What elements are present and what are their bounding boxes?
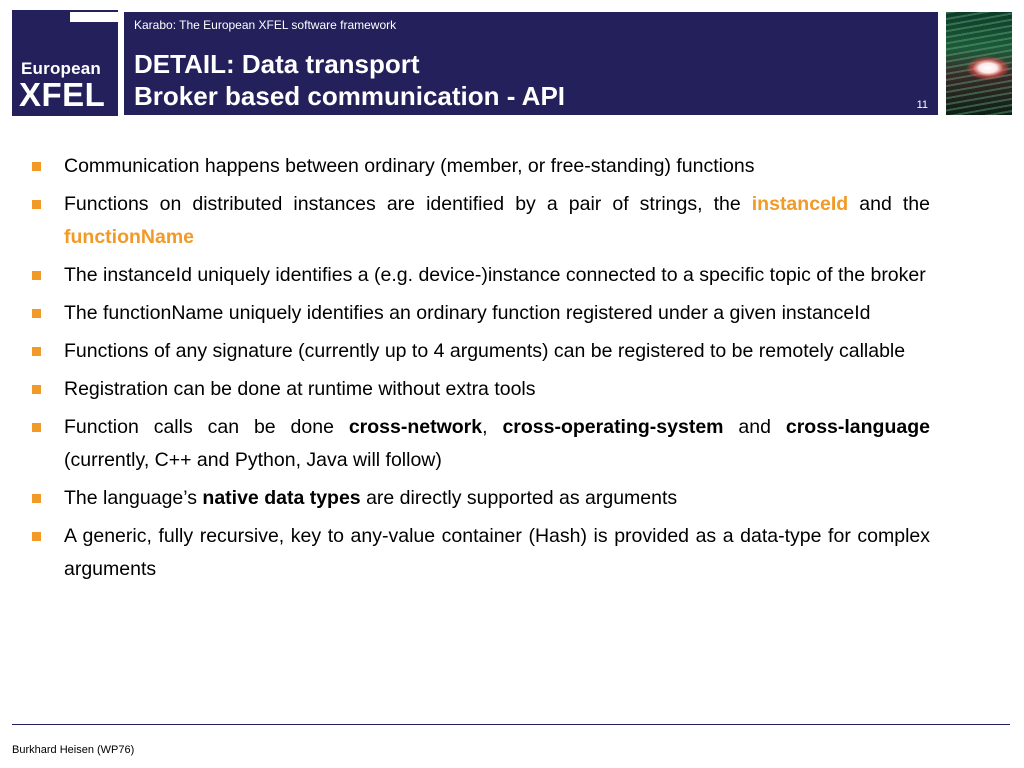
bullet-square-icon [32, 494, 41, 503]
footer-author: Burkhard Heisen (WP76) [12, 744, 135, 756]
bullet-item [30, 373, 930, 406]
bullet-square-icon [32, 347, 41, 356]
logo-word-xfel: XFEL [19, 76, 106, 113]
bullet-item [30, 482, 930, 515]
bullet-item [30, 520, 930, 586]
logo-word-european: European [21, 59, 102, 78]
bullet-text: are directly supported as arguments [360, 487, 678, 509]
bullet-text: Registration can be done at runtime without extra tools [64, 378, 536, 400]
bullet-text: and [723, 416, 786, 438]
slide-title-line1: DETAIL: Data transport [134, 49, 420, 79]
bullet-text: Function calls can be done [64, 416, 349, 438]
bold-cross-language: cross-language [785, 416, 930, 438]
bullet-item [30, 411, 930, 477]
bullet-square-icon [32, 309, 41, 318]
bullet-square-icon [32, 423, 41, 432]
bullet-square-icon [32, 162, 41, 171]
bold-cross-network: cross-network [348, 416, 483, 438]
bullet-text: The instanceId uniquely identifies a (e.g. device-)instance connected to a specific topic of the broker [64, 264, 926, 286]
bullet-item [30, 150, 930, 183]
bullet-item [30, 188, 930, 254]
bullet-square-icon [32, 385, 41, 394]
bullet-square-icon [32, 200, 41, 209]
bullet-text: , [482, 416, 503, 438]
bullet-text: A generic, fully recursive, key to any-value container (Hash) is provided as a data-type for complex arguments [64, 525, 930, 580]
bullet-text: Functions of any signature (currently up to 4 arguments) can be registered to be remotely callable [64, 340, 906, 362]
bullet-text: The language’s [64, 487, 203, 509]
bullet-square-icon [32, 532, 41, 541]
highlight-functionname: functionName [64, 226, 195, 248]
bullet-text: The functionName uniquely identifies an ordinary function registered under a given instanceId [64, 302, 871, 324]
slide-title-line2: Broker based communication - API [134, 81, 566, 111]
title-banner [124, 12, 938, 115]
logo-square-left [70, 12, 94, 22]
footer-divider [12, 724, 1010, 725]
slide-number: 11 [916, 99, 928, 111]
bullet-item [30, 335, 930, 368]
slide-title [134, 48, 565, 112]
bullet-list [30, 150, 930, 591]
bullet-item [30, 297, 930, 330]
bullet-text: Functions on distributed instances are identified by a pair of strings, the [64, 193, 752, 215]
bullet-text: (currently, C++ and Python, Java will follow) [64, 449, 442, 471]
bullet-square-icon [32, 271, 41, 280]
bullet-text: and the [848, 193, 930, 215]
bold-native-data-types: native data types [202, 487, 361, 509]
highlight-instanceid: instanceId [751, 193, 849, 215]
decorative-beam-image [946, 12, 1012, 115]
bullet-item [30, 259, 930, 292]
logo-square-right [94, 12, 118, 22]
bullet-text: Communication happens between ordinary (member, or free-standing) functions [64, 155, 755, 177]
presentation-subtitle: Karabo: The European XFEL software framework [134, 18, 397, 32]
bold-cross-os: cross-operating-system [502, 416, 724, 438]
european-xfel-logo [12, 10, 118, 116]
